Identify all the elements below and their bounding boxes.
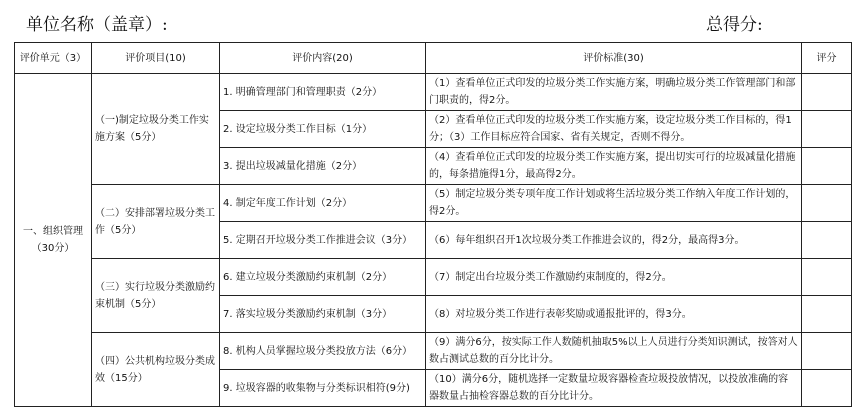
score-cell[interactable] xyxy=(802,259,852,296)
criteria-cell: （2）查看单位正式印发的垃圾分类工作实施方案，设定垃圾分类工作目标的，得1分；（3）工作目标应符合国家、省有关规定，否则不得分。 xyxy=(426,111,802,148)
content-cell: 9. 垃圾容器的收集物与分类标识相符(9分) xyxy=(220,370,426,407)
criteria-cell: （4）查看单位正式印发的垃圾分类工作实施方案，提出切实可行的垃圾减量化措施的，每条措施得1分，最高得2分。 xyxy=(426,148,802,185)
header-score: 评分 xyxy=(802,43,852,74)
org-name-label: 单位名称（盖章）: xyxy=(26,15,168,35)
item-cell: （四）公共机构垃圾分类成效（15分） xyxy=(92,333,220,407)
criteria-cell: （7）制定出台垃圾分类工作激励约束制度的，得2分。 xyxy=(426,259,802,296)
score-cell[interactable] xyxy=(802,333,852,370)
criteria-cell: （9）满分6分，按实际工作人数随机抽取5%以上人员进行分类知识测试，按答对人数占测试总数的百分比计分。 xyxy=(426,333,802,370)
content-cell: 4. 制定年度工作计划（2分） xyxy=(220,185,426,222)
unit-cell: 一、组织管理（30分） xyxy=(15,74,92,407)
content-cell: 5. 定期召开垃圾分类工作推进会议（3分） xyxy=(220,222,426,259)
evaluation-table xyxy=(14,42,852,407)
content-cell: 1. 明确管理部门和管理职责（2分） xyxy=(220,74,426,111)
header-item: 评价项目(10) xyxy=(92,43,220,74)
score-cell[interactable] xyxy=(802,185,852,222)
score-cell[interactable] xyxy=(802,74,852,111)
content-cell: 6. 建立垃圾分类激励约束机制（2分） xyxy=(220,259,426,296)
criteria-cell: （8）对垃圾分类工作进行表彰奖励或通报批评的，得3分。 xyxy=(426,296,802,333)
content-cell: 7. 落实垃圾分类激励约束机制（3分） xyxy=(220,296,426,333)
score-cell[interactable] xyxy=(802,111,852,148)
score-cell[interactable] xyxy=(802,296,852,333)
header-row xyxy=(15,43,852,74)
header-criteria: 评价标准(30) xyxy=(426,43,802,74)
score-cell[interactable] xyxy=(802,370,852,407)
criteria-cell: （6）每年组织召开1次垃圾分类工作推进会议的，得2分，最高得3分。 xyxy=(426,222,802,259)
criteria-cell: （5）制定垃圾分类专项年度工作计划或将生活垃圾分类工作纳入年度工作计划的，得2分。 xyxy=(426,185,802,222)
table-row xyxy=(15,333,852,370)
header-unit: 评价单元（3） xyxy=(15,43,92,74)
criteria-cell: （1）查看单位正式印发的垃圾分类工作实施方案，明确垃圾分类工作管理部门和部门职责的，得2分。 xyxy=(426,74,802,111)
table-row xyxy=(15,74,852,111)
score-cell[interactable] xyxy=(802,222,852,259)
table-row xyxy=(15,185,852,222)
item-cell: （一)制定垃圾分类工作实施方案（5分） xyxy=(92,74,220,185)
total-score-label: 总得分: xyxy=(706,15,763,35)
table-row xyxy=(15,259,852,296)
content-cell: 8. 机构人员掌握垃圾分类投放方法（6分） xyxy=(220,333,426,370)
criteria-cell: （10）满分6分，随机选择一定数量垃圾容器检查垃圾投放情况，以投放准确的容器数量占抽检容器总数的百分比计分。 xyxy=(426,370,802,407)
item-cell: （二）安排部署垃圾分类工作（5分） xyxy=(92,185,220,259)
item-cell: （三）实行垃圾分类激励约束机制（5分） xyxy=(92,259,220,333)
header-content: 评价内容(20) xyxy=(220,43,426,74)
content-cell: 3. 提出垃圾减量化措施（2分） xyxy=(220,148,426,185)
score-cell[interactable] xyxy=(802,148,852,185)
content-cell: 2. 设定垃圾分类工作目标（1分） xyxy=(220,111,426,148)
